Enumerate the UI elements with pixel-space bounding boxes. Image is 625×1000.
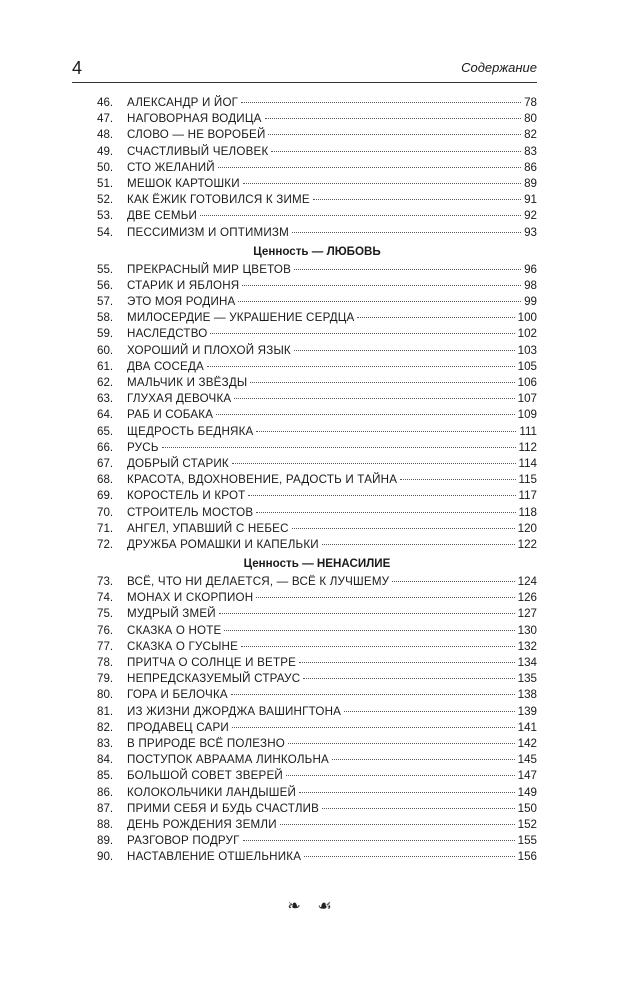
toc-entry [97,687,537,703]
entry-title: СКАЗКА О НОТЕ [127,623,222,637]
entry-number: 58. [97,311,114,325]
entry-number: 84. [97,753,114,767]
entry-title: СТАРИК И ЯБЛОНЯ [127,278,240,292]
entry-page: 155 [517,834,537,848]
dot-leader [286,775,515,776]
entry-page: 117 [518,489,537,503]
entry-number: 81. [97,704,114,718]
entry-page: 134 [517,656,537,669]
dot-leader [243,840,515,841]
entry-page: 106 [517,376,537,389]
dot-leader [243,183,521,184]
entry-number: 52. [97,193,114,207]
toc-entry [97,704,537,720]
page-number: 4 [72,58,83,78]
entry-title: ГОРА И БЕЛОЧКА [127,688,228,702]
dot-leader [322,544,515,545]
entry-page: 105 [517,359,537,373]
dot-leader [313,199,521,200]
toc-entry [97,95,537,111]
toc-entry [97,505,537,521]
dot-leader [303,678,514,679]
entry-title: ПРИМИ СЕБЯ И БУДЬ СЧАСТЛИВ [127,801,320,815]
dot-leader [299,792,515,793]
dot-leader [219,613,515,614]
toc-entry [97,424,537,440]
entry-number: 50. [97,160,114,174]
dot-leader [299,662,515,663]
toc-entry [97,326,537,342]
dot-leader [248,495,515,496]
dot-leader [238,301,521,302]
entry-page: 156 [517,850,537,864]
entry-page: 109 [517,408,537,422]
entry-number: 53. [97,209,114,223]
dot-leader [292,528,515,529]
entry-page: 152 [517,817,537,831]
entry-page: 96 [524,262,537,276]
entry-number: 65. [97,424,114,438]
entry-title: ДВЕ СЕМЬИ [127,209,198,223]
entry-number: 46. [97,96,114,109]
toc-entry [97,310,537,326]
entry-title: ЭТО МОЯ РОДИНА [127,295,236,309]
section-heading: Ценность — НЕНАСИЛИЕ [243,557,391,571]
toc-entry [97,359,537,375]
entry-number: 86. [97,785,114,799]
toc-entry [97,127,537,143]
entry-page: 132 [517,639,537,653]
dot-leader [304,856,515,857]
entry-page: 150 [517,801,537,815]
entry-page: 92 [524,209,537,223]
entry-number: 63. [97,392,114,406]
dot-leader [392,581,514,582]
entry-number: 47. [97,112,114,126]
entry-number: 89. [97,834,114,848]
toc-entry [97,262,537,278]
entry-page: 120 [517,521,537,535]
dot-leader [332,759,515,760]
toc-entry [97,391,537,407]
entry-title: МУДРЫЙ ЗМЕЙ [127,607,216,621]
entry-number: 68. [97,473,114,487]
toc-entry [97,785,537,801]
dot-leader [234,398,514,399]
toc-entry [97,671,537,687]
dot-leader [241,646,515,647]
dot-leader [400,479,515,480]
toc-entry [97,472,537,488]
entry-page: 122 [517,537,537,551]
entry-page: 86 [524,160,537,174]
entry-page: 112 [518,440,537,454]
entry-number: 83. [97,736,114,750]
entry-number: 57. [97,295,114,309]
entry-number: 72. [97,537,114,551]
entry-number: 88. [97,817,114,831]
toc-entry [97,521,537,537]
section-heading: Ценность — ЛЮБОВЬ [253,244,381,258]
toc-entry [97,849,537,865]
entry-title: СКАЗКА О ГУСЫНЕ [127,639,239,653]
entry-number: 71. [97,521,114,535]
entry-number: 55. [97,262,114,276]
page-header [72,56,537,82]
entry-number: 54. [97,225,114,239]
entry-number: 77. [97,639,114,653]
dot-leader [162,447,516,448]
dot-leader [232,727,515,728]
table-of-contents [97,95,537,865]
entry-title: НЕПРЕДСКАЗУЕМЫЙ СТРАУС [127,672,301,686]
toc-entry [97,801,537,817]
dot-leader [280,824,515,825]
toc-entry [97,456,537,472]
entry-title: МОНАХ И СКОРПИОН [127,591,254,605]
entry-page: 83 [524,144,537,158]
dot-leader [344,711,515,712]
entry-page: 111 [519,424,537,438]
toc-entry [97,817,537,833]
dot-leader [241,102,521,103]
toc-entry [97,606,537,622]
entry-title: ДЕНЬ РОЖДЕНИЯ ЗЕМЛИ [127,817,277,831]
dot-leader [207,366,515,367]
entry-page: 139 [517,704,537,718]
entry-number: 74. [97,591,114,605]
dot-leader [232,463,516,464]
toc-entry [97,176,537,192]
entry-title: СТО ЖЕЛАНИЙ [127,160,215,174]
dot-leader [256,512,515,513]
entry-title: КРАСОТА, ВДОХНОВЕНИЕ, РАДОСТЬ И ТАЙНА [127,473,398,487]
entry-page: 98 [524,278,537,292]
toc-entry [97,768,537,784]
entry-title: ИЗ ЖИЗНИ ДЖОРДЖА ВАШИНГТОНА [127,704,342,718]
entry-title: КОРОСТЕЛЬ И КРОТ [127,489,246,503]
entry-title: ДВА СОСЕДА [127,359,204,373]
entry-page: 102 [517,327,537,341]
entry-number: 64. [97,408,114,422]
entry-page: 89 [524,176,537,190]
entry-number: 82. [97,720,114,734]
entry-title: НАГОВОРНАЯ ВОДИЦА [127,112,262,126]
entry-number: 73. [97,575,114,589]
entry-number: 85. [97,769,114,783]
entry-number: 67. [97,456,114,470]
entry-number: 48. [97,128,114,142]
entry-title: АЛЕКСАНДР И ЙОГ [127,96,239,109]
entry-title: РУСЬ [127,440,159,454]
entry-title: МЕШОК КАРТОШКИ [127,176,240,190]
toc-entry [97,488,537,504]
toc-entry [97,343,537,359]
dot-leader [210,333,514,334]
toc-entry [97,225,537,241]
dot-leader [256,597,514,598]
entry-title: НАСТАВЛЕНИЕ ОТШЕЛЬНИКА [127,850,302,864]
entry-number: 90. [97,850,114,864]
entry-title: ПРИТЧА О СОЛНЦЕ И ВЕТРЕ [127,656,297,669]
entry-number: 70. [97,505,114,519]
entry-page: 147 [517,769,537,783]
entry-title: ПОСТУПОК АВРААМА ЛИНКОЛЬНА [127,753,329,767]
toc-entry [97,160,537,176]
toc-entry [97,192,537,208]
entry-page: 141 [517,720,537,734]
toc-entry [97,375,537,391]
dot-leader [288,743,515,744]
dot-leader [294,350,515,351]
dot-leader [242,285,521,286]
dot-leader [218,167,521,168]
dot-leader [256,431,516,432]
entry-number: 87. [97,801,114,815]
toc-entry [97,623,537,639]
entry-title: НАСЛЕДСТВО [127,327,208,341]
entry-number: 51. [97,176,114,190]
entry-number: 79. [97,672,114,686]
entry-title: ВСЁ, ЧТО НИ ДЕЛАЕТСЯ, — ВСЁ К ЛУЧШЕМУ [127,575,390,589]
entry-number: 76. [97,623,114,637]
entry-number: 61. [97,359,114,373]
entry-title: СЛОВО — НЕ ВОРОБЕЙ [127,128,266,142]
entry-page: 114 [518,456,537,470]
entry-number: 66. [97,440,114,454]
entry-number: 69. [97,489,114,503]
dot-leader [357,317,514,318]
entry-page: 118 [518,505,537,519]
entry-page: 115 [518,473,537,487]
running-title: Содержание [461,60,537,75]
entry-title: ПЕССИМИЗМ И ОПТИМИЗМ [127,225,289,239]
entry-number: 59. [97,327,114,341]
toc-entry [97,440,537,456]
entry-page: 93 [524,225,537,239]
entry-page: 149 [517,785,537,799]
entry-number: 78. [97,656,114,669]
dot-leader [224,630,514,631]
dot-leader [322,808,515,809]
toc-entry [97,833,537,849]
dot-leader [265,118,522,119]
dot-leader [216,414,514,415]
ornament-divider: ❧ ☙ [287,898,338,915]
entry-number: 60. [97,343,114,357]
dot-leader [294,269,521,270]
entry-title: КОЛОКОЛЬЧИКИ ЛАНДЫШЕЙ [127,785,297,799]
toc-entry [97,407,537,423]
toc-entry [97,208,537,224]
entry-title: ГЛУХАЯ ДЕВОЧКА [127,392,232,406]
entry-page: 78 [524,96,537,109]
entry-page: 130 [517,623,537,637]
entry-number: 75. [97,607,114,621]
dot-leader [200,215,521,216]
entry-number: 80. [97,688,114,702]
entry-page: 103 [517,343,537,357]
entry-title: ПРЕКРАСНЫЙ МИР ЦВЕТОВ [127,262,292,276]
entry-page: 126 [517,591,537,605]
toc-entry [97,144,537,160]
dot-leader [231,694,515,695]
entry-title: СТРОИТЕЛЬ МОСТОВ [127,505,254,519]
entry-page: 99 [524,295,537,309]
entry-page: 145 [517,753,537,767]
toc-entry [97,752,537,768]
entry-title: АНГЕЛ, УПАВШИЙ С НЕБЕС [127,521,289,535]
entry-number: 49. [97,144,114,158]
toc-entry [97,655,537,671]
toc-entry [97,574,537,590]
entry-title: ХОРОШИЙ И ПЛОХОЙ ЯЗЫК [127,343,291,357]
entry-page: 142 [517,736,537,750]
toc-entry [97,111,537,127]
dot-leader [271,151,521,152]
entry-title: РАЗГОВОР ПОДРУГ [127,834,240,848]
toc-entry [97,537,537,553]
entry-page: 82 [524,128,537,142]
entry-title: МАЛЬЧИК И ЗВЁЗДЫ [127,376,248,389]
entry-number: 56. [97,278,114,292]
entry-page: 100 [517,311,537,325]
entry-page: 138 [517,688,537,702]
entry-title: МИЛОСЕРДИЕ — УКРАШЕНИЕ СЕРДЦА [127,311,355,325]
dot-leader [250,382,514,383]
entry-page: 135 [517,672,537,686]
entry-page: 127 [517,607,537,621]
dot-leader [268,134,521,135]
entry-page: 107 [517,392,537,406]
entry-title: КАК ЁЖИК ГОТОВИЛСЯ К ЗИМЕ [127,193,310,207]
entry-title: ДРУЖБА РОМАШКИ И КАПЕЛЬКИ [127,537,319,551]
entry-title: ПРОДАВЕЦ САРИ [127,720,229,734]
header-rule [72,82,537,83]
entry-number: 62. [97,376,114,389]
entry-title: ЩЕДРОСТЬ БЕДНЯКА [127,424,254,438]
toc-entry [97,736,537,752]
entry-page: 124 [517,575,537,589]
dot-leader [292,232,521,233]
entry-page: 91 [524,193,537,207]
entry-title: ДОБРЫЙ СТАРИК [127,456,229,470]
toc-entry [97,639,537,655]
entry-title: СЧАСТЛИВЫЙ ЧЕЛОВЕК [127,144,269,158]
entry-title: РАБ И СОБАКА [127,408,214,422]
entry-title: В ПРИРОДЕ ВСЁ ПОЛЕЗНО [127,736,285,750]
entry-title: БОЛЬШОЙ СОВЕТ ЗВЕРЕЙ [127,769,283,783]
toc-entry [97,294,537,310]
toc-entry [97,278,537,294]
entry-page: 80 [524,112,537,126]
toc-entry [97,720,537,736]
toc-entry [97,590,537,606]
